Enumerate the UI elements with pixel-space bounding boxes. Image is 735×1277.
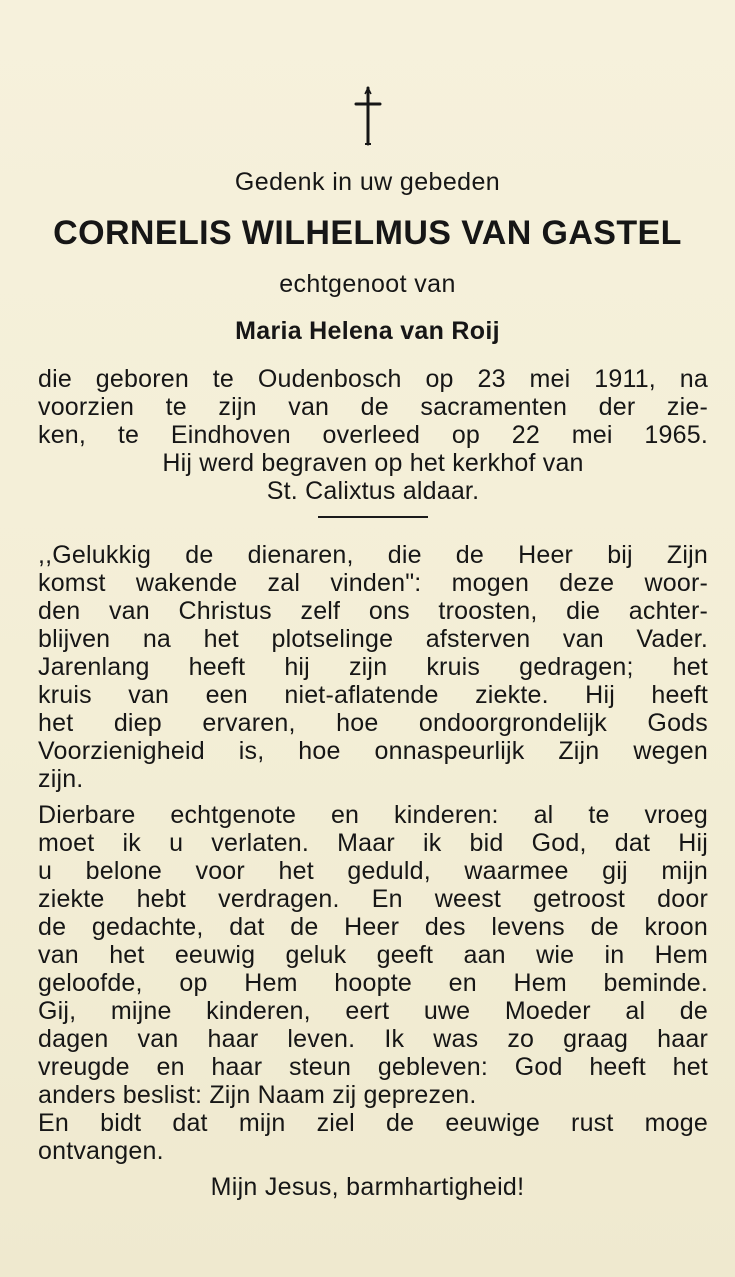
quote-paragraph — [38, 541, 708, 793]
bio-line: Hij werd begraven op het kerkhof van — [162, 449, 584, 477]
spouse-name: Maria Helena van Roij — [235, 317, 500, 345]
quote-line: Voorzienigheid is, hoe onnaspeurlijk Zijn wegen — [38, 737, 708, 765]
farewell-line: vreugde en haar steun gebleven: God heeft het — [38, 1053, 708, 1081]
farewell-line: geloofde, op Hem hoopte en Hem beminde. — [38, 969, 708, 997]
cross-icon — [0, 86, 735, 148]
bio-line: die geboren te Oudenbosch op 23 mei 1911, na — [38, 365, 708, 393]
farewell-line: de gedachte, dat de Heer des levens de kroon — [38, 913, 708, 941]
farewell-line: dagen van haar leven. Ik was zo graag haar — [38, 1025, 708, 1053]
intro-text: Gedenk in uw gebeden — [234, 168, 501, 196]
farewell-paragraph — [38, 801, 708, 1165]
quote-line: zijn. — [38, 765, 84, 793]
cross-icon-svg — [348, 86, 388, 148]
farewell-line: Dierbare echtgenote en kinderen: al te vroeg — [38, 801, 708, 829]
farewell-line: van het eeuwig geluk geeft aan wie in Hem — [38, 941, 708, 969]
quote-line: den van Christus zelf ons troosten, die achter- — [38, 597, 708, 625]
spouse-label: echtgenoot van — [279, 270, 456, 298]
closing-prayer: Mijn Jesus, barmhartigheid! — [210, 1173, 525, 1201]
farewell-line: ontvangen. — [38, 1137, 164, 1165]
farewell-line: moet ik u verlaten. Maar ik bid God, dat Hij — [38, 829, 708, 857]
farewell-line: En bidt dat mijn ziel de eeuwige rust moge — [38, 1109, 708, 1137]
farewell-line: u belone voor het geduld, waarmee gij mijn — [38, 857, 708, 885]
farewell-line: ziekte hebt verdragen. En weest getroost door — [38, 885, 708, 913]
bio-paragraph — [38, 365, 708, 505]
divider — [318, 516, 428, 518]
quote-line: ,,Gelukkig de dienaren, die de Heer bij Zijn — [38, 541, 708, 569]
quote-line: blijven na het plotselinge afsterven van Vader. — [38, 625, 708, 653]
quote-line: komst wakende zal vinden": mogen deze woor- — [38, 569, 708, 597]
farewell-line: Gij, mijne kinderen, eert uwe Moeder al de — [38, 997, 708, 1025]
bio-line: St. Calixtus aldaar. — [266, 477, 480, 505]
quote-line: kruis van een niet-aflatende ziekte. Hij heeft — [38, 681, 708, 709]
quote-line: Jarenlang heeft hij zijn kruis gedragen; het — [38, 653, 708, 681]
farewell-line: anders beslist: Zijn Naam zij geprezen. — [38, 1081, 477, 1109]
bio-line: voorzien te zijn van de sacramenten der zie- — [38, 393, 708, 421]
bio-line: ken, te Eindhoven overleed op 22 mei 1965. — [38, 421, 708, 449]
quote-line: het diep ervaren, hoe ondoorgrondelijk Gods — [38, 709, 708, 737]
deceased-name: CORNELIS WILHELMUS VAN GASTEL — [53, 214, 682, 252]
